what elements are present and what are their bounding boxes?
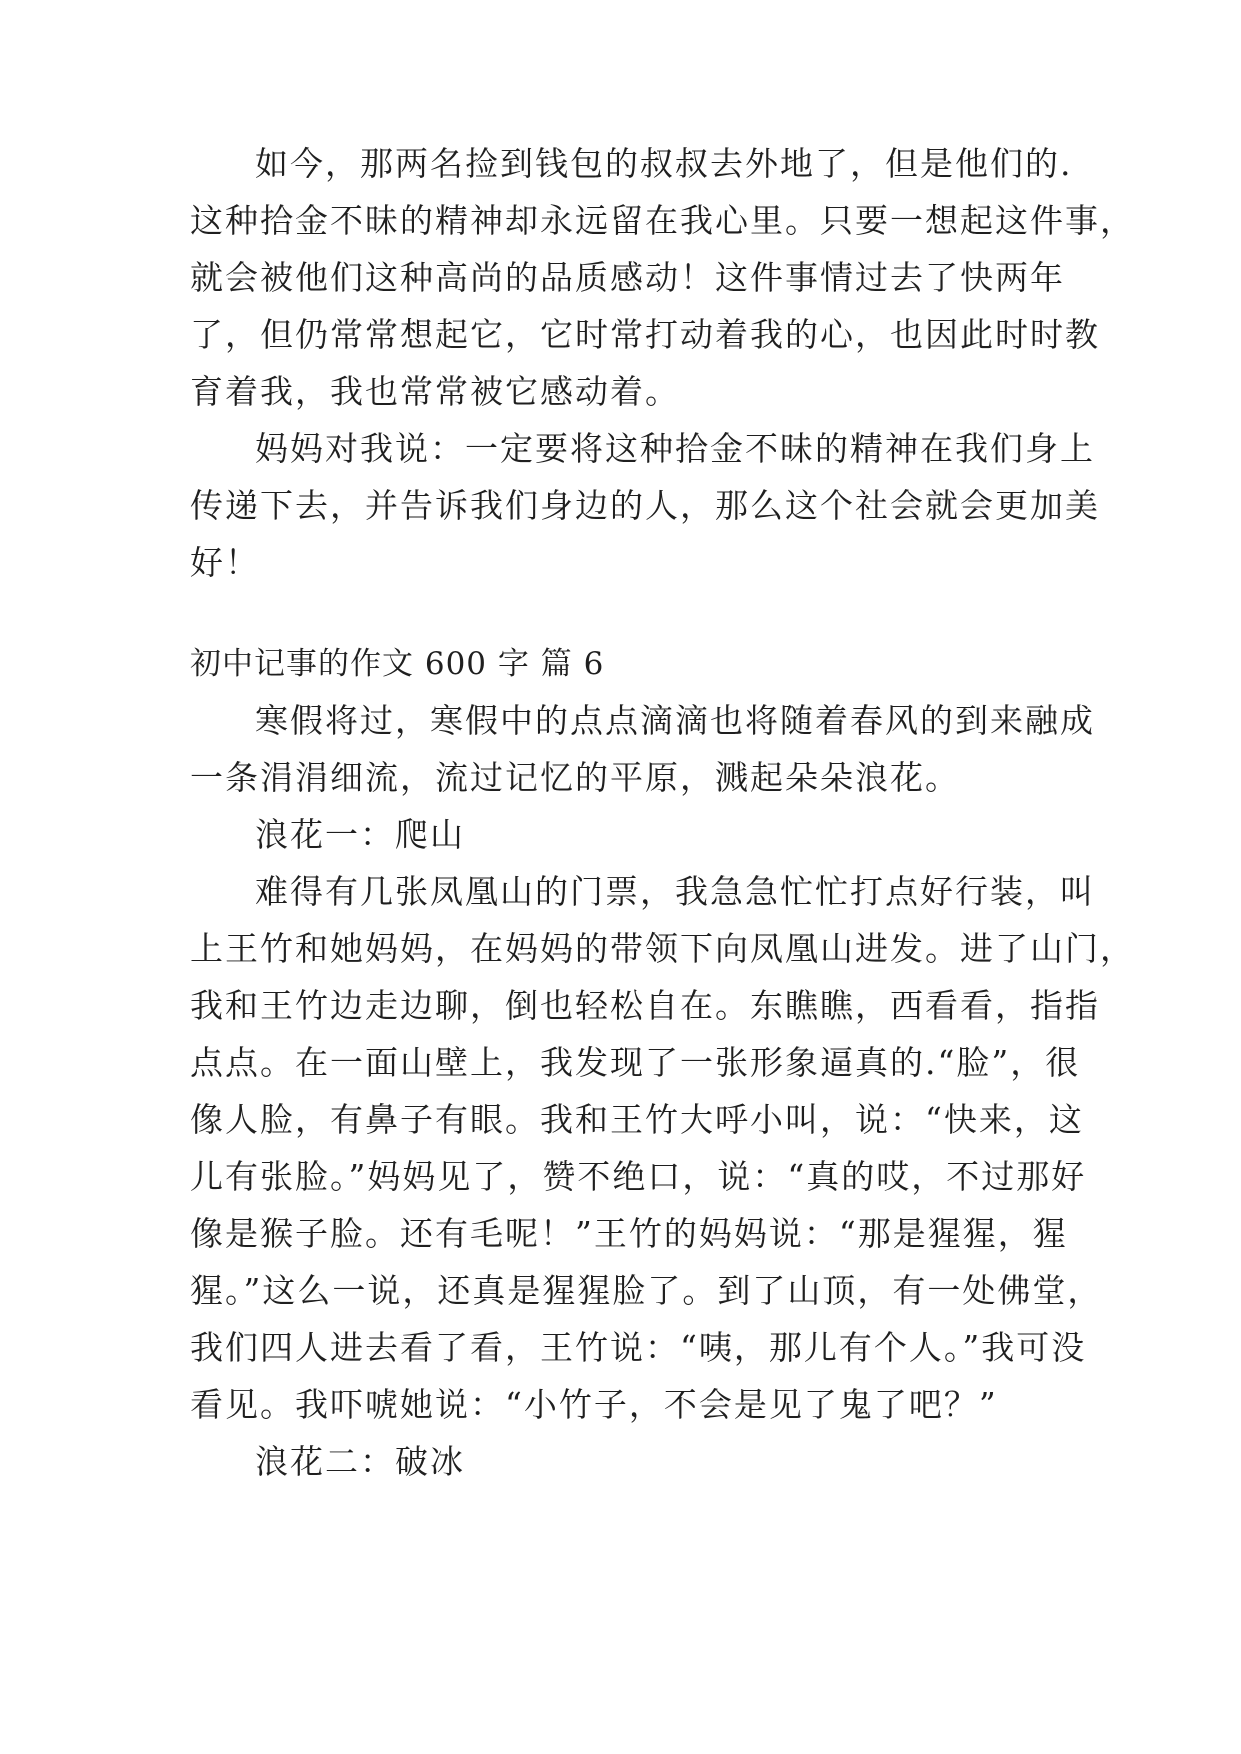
paragraph-line: 像是猴子脸。还有毛呢！”王竹的妈妈说：“那是猩猩，猩 xyxy=(190,1214,1068,1253)
paragraph-line: 寒假将过，寒假中的点点滴滴也将随着春风的到来融成 xyxy=(255,701,1095,740)
paragraph-line: 育着我，我也常常被它感动着。 xyxy=(190,372,680,411)
paragraph-line: 像人脸，有鼻子有眼。我和王竹大呼小叫，说：“快来，这 xyxy=(190,1100,1084,1139)
paragraph-line: 儿有张脸。”妈妈见了，赞不绝口，说：“真的哎，不过那好 xyxy=(190,1157,1087,1196)
paragraph-line: 了，但仍常常想起它，它时常打动着我的心，也因此时时教 xyxy=(190,315,1100,354)
paragraph-line: 如今，那两名捡到钱包的叔叔去外地了，但是他们的. xyxy=(255,144,1073,183)
subheading-line: 浪花二：破冰 xyxy=(255,1442,465,1481)
paragraph-line: 我和王竹边走边聊，倒也轻松自在。东瞧瞧，西看看，指指 xyxy=(190,986,1100,1025)
paragraph-line: 上王竹和她妈妈，在妈妈的带领下向凤凰山进发。进了山门， xyxy=(190,929,1135,968)
paragraph-line: 传递下去，并告诉我们身边的人，那么这个社会就会更加美 xyxy=(190,486,1100,525)
section-heading: 初中记事的作文 600 字 篇 6 xyxy=(190,646,605,682)
paragraph-line: 猩。”这么一说，还真是猩猩脸了。到了山顶，有一处佛堂， xyxy=(190,1271,1103,1310)
paragraph-line: 就会被他们这种高尚的品质感动！这件事情过去了快两年 xyxy=(190,258,1065,297)
paragraph-line: 这种拾金不昧的精神却永远留在我心里。只要一想起这件事， xyxy=(190,201,1135,240)
subheading-line: 浪花一：爬山 xyxy=(255,815,465,854)
paragraph-line: 点点。在一面山壁上，我发现了一张形象逼真的.“脸”，很 xyxy=(190,1043,1081,1082)
paragraph-line: 一条涓涓细流，流过记忆的平原，溅起朵朵浪花。 xyxy=(190,758,960,797)
paragraph-line: 妈妈对我说：一定要将这种拾金不昧的精神在我们身上 xyxy=(255,429,1095,468)
paragraph-line: 看见。我吓唬她说：“小竹子，不会是见了鬼了吧？” xyxy=(190,1385,998,1424)
paragraph-line: 我们四人进去看了看，王竹说：“咦，那儿有个人。”我可没 xyxy=(190,1328,1087,1367)
paragraph-line: 难得有几张凤凰山的门票，我急急忙忙打点好行装，叫 xyxy=(255,872,1095,911)
paragraph-line: 好！ xyxy=(190,543,260,582)
